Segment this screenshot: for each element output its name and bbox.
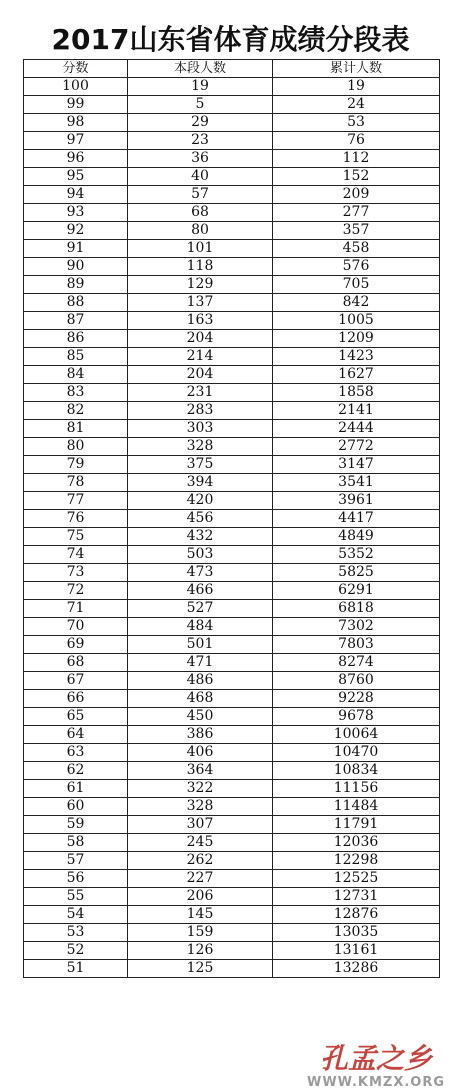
table-row: [24, 276, 440, 294]
cell-score: 71: [24, 600, 128, 618]
cell-segment-count: 501: [128, 636, 273, 654]
cell-segment-count: 159: [128, 924, 273, 942]
cell-segment-count: 328: [128, 438, 273, 456]
cell-segment-count: 129: [128, 276, 273, 294]
table-row: [24, 618, 440, 636]
cell-cumulative-count: 10834: [273, 762, 440, 780]
cell-score: 79: [24, 456, 128, 474]
cell-score: 55: [24, 888, 128, 906]
cell-cumulative-count: 7803: [273, 636, 440, 654]
table-row: [24, 888, 440, 906]
cell-segment-count: 450: [128, 708, 273, 726]
cell-cumulative-count: 24: [273, 96, 440, 114]
cell-cumulative-count: 6818: [273, 600, 440, 618]
table-row: [24, 96, 440, 114]
cell-cumulative-count: 12298: [273, 852, 440, 870]
cell-segment-count: 432: [128, 528, 273, 546]
cell-score: 51: [24, 960, 128, 978]
cell-cumulative-count: 8760: [273, 672, 440, 690]
cell-cumulative-count: 2772: [273, 438, 440, 456]
cell-segment-count: 471: [128, 654, 273, 672]
table-row: [24, 474, 440, 492]
page-title: 2017山东省体育成绩分段表: [51, 23, 410, 56]
table-row: [24, 186, 440, 204]
cell-segment-count: 473: [128, 564, 273, 582]
table-row: [24, 222, 440, 240]
cell-cumulative-count: 576: [273, 258, 440, 276]
cell-segment-count: 5: [128, 96, 273, 114]
cell-score: 63: [24, 744, 128, 762]
cell-cumulative-count: 357: [273, 222, 440, 240]
cell-score: 70: [24, 618, 128, 636]
cell-cumulative-count: 152: [273, 168, 440, 186]
cell-score: 92: [24, 222, 128, 240]
cell-segment-count: 145: [128, 906, 273, 924]
cell-segment-count: 486: [128, 672, 273, 690]
header-cumulative-count: 累计人数: [273, 60, 440, 78]
cell-score: 60: [24, 798, 128, 816]
cell-segment-count: 307: [128, 816, 273, 834]
cell-score: 56: [24, 870, 128, 888]
cell-cumulative-count: 3541: [273, 474, 440, 492]
cell-cumulative-count: 11791: [273, 816, 440, 834]
cell-segment-count: 375: [128, 456, 273, 474]
cell-segment-count: 206: [128, 888, 273, 906]
cell-score: 69: [24, 636, 128, 654]
table-row: [24, 420, 440, 438]
cell-segment-count: 283: [128, 402, 273, 420]
table-row: [24, 132, 440, 150]
cell-segment-count: 328: [128, 798, 273, 816]
table-row: [24, 924, 440, 942]
cell-cumulative-count: 5352: [273, 546, 440, 564]
table-row: [24, 762, 440, 780]
score-table: [23, 59, 440, 978]
cell-segment-count: 101: [128, 240, 273, 258]
table-row: [24, 564, 440, 582]
cell-cumulative-count: 12036: [273, 834, 440, 852]
cell-score: 57: [24, 852, 128, 870]
cell-cumulative-count: 1423: [273, 348, 440, 366]
cell-cumulative-count: 76: [273, 132, 440, 150]
cell-score: 99: [24, 96, 128, 114]
cell-segment-count: 262: [128, 852, 273, 870]
table-row: [24, 240, 440, 258]
cell-score: 64: [24, 726, 128, 744]
cell-segment-count: 503: [128, 546, 273, 564]
cell-segment-count: 420: [128, 492, 273, 510]
cell-segment-count: 231: [128, 384, 273, 402]
cell-cumulative-count: 2141: [273, 402, 440, 420]
cell-score: 52: [24, 942, 128, 960]
table-row: [24, 150, 440, 168]
cell-score: 80: [24, 438, 128, 456]
cell-score: 65: [24, 708, 128, 726]
cell-score: 89: [24, 276, 128, 294]
cell-score: 91: [24, 240, 128, 258]
cell-score: 68: [24, 654, 128, 672]
cell-cumulative-count: 112: [273, 150, 440, 168]
table-row: [24, 780, 440, 798]
cell-segment-count: 118: [128, 258, 273, 276]
cell-segment-count: 214: [128, 348, 273, 366]
cell-score: 73: [24, 564, 128, 582]
cell-cumulative-count: 9228: [273, 690, 440, 708]
table-row: [24, 456, 440, 474]
cell-score: 76: [24, 510, 128, 528]
cell-cumulative-count: 705: [273, 276, 440, 294]
cell-score: 97: [24, 132, 128, 150]
cell-cumulative-count: 10064: [273, 726, 440, 744]
cell-score: 72: [24, 582, 128, 600]
cell-cumulative-count: 1858: [273, 384, 440, 402]
table-row: [24, 816, 440, 834]
cell-cumulative-count: 9678: [273, 708, 440, 726]
table-header-row: [24, 60, 440, 78]
cell-segment-count: 204: [128, 366, 273, 384]
table-row: [24, 492, 440, 510]
cell-cumulative-count: 53: [273, 114, 440, 132]
cell-score: 93: [24, 204, 128, 222]
cell-segment-count: 204: [128, 330, 273, 348]
cell-score: 78: [24, 474, 128, 492]
cell-cumulative-count: 13161: [273, 942, 440, 960]
cell-segment-count: 364: [128, 762, 273, 780]
cell-cumulative-count: 1209: [273, 330, 440, 348]
cell-segment-count: 406: [128, 744, 273, 762]
cell-segment-count: 23: [128, 132, 273, 150]
cell-score: 53: [24, 924, 128, 942]
cell-cumulative-count: 12876: [273, 906, 440, 924]
cell-cumulative-count: 10470: [273, 744, 440, 762]
watermark-logo: [292, 1038, 461, 1090]
table-row: [24, 636, 440, 654]
cell-cumulative-count: 11156: [273, 780, 440, 798]
cell-cumulative-count: 7302: [273, 618, 440, 636]
cell-segment-count: 80: [128, 222, 273, 240]
cell-cumulative-count: 4417: [273, 510, 440, 528]
cell-segment-count: 456: [128, 510, 273, 528]
cell-segment-count: 466: [128, 582, 273, 600]
header-score: 分数: [24, 60, 128, 78]
table-row: [24, 672, 440, 690]
table-row: [24, 294, 440, 312]
table-row: [24, 870, 440, 888]
table-row: [24, 384, 440, 402]
cell-cumulative-count: 13286: [273, 960, 440, 978]
cell-score: 74: [24, 546, 128, 564]
cell-score: 90: [24, 258, 128, 276]
cell-segment-count: 227: [128, 870, 273, 888]
cell-cumulative-count: 209: [273, 186, 440, 204]
table-row: [24, 402, 440, 420]
cell-segment-count: 36: [128, 150, 273, 168]
cell-score: 77: [24, 492, 128, 510]
cell-cumulative-count: 1627: [273, 366, 440, 384]
cell-score: 84: [24, 366, 128, 384]
watermark-url: WWW.KMZX.ORG: [306, 1075, 446, 1090]
cell-score: 85: [24, 348, 128, 366]
table-row: [24, 708, 440, 726]
table-row: [24, 690, 440, 708]
header-segment-count: 本段人数: [128, 60, 273, 78]
table-row: [24, 528, 440, 546]
table-row: [24, 798, 440, 816]
cell-score: 83: [24, 384, 128, 402]
cell-segment-count: 163: [128, 312, 273, 330]
cell-segment-count: 386: [128, 726, 273, 744]
table-row: [24, 600, 440, 618]
cell-cumulative-count: 6291: [273, 582, 440, 600]
cell-cumulative-count: 4849: [273, 528, 440, 546]
table-row: [24, 258, 440, 276]
cell-cumulative-count: 19: [273, 78, 440, 96]
cell-score: 100: [24, 78, 128, 96]
table-row: [24, 510, 440, 528]
cell-score: 59: [24, 816, 128, 834]
cell-cumulative-count: 277: [273, 204, 440, 222]
cell-cumulative-count: 12525: [273, 870, 440, 888]
table-row: [24, 348, 440, 366]
cell-cumulative-count: 2444: [273, 420, 440, 438]
table-row: [24, 546, 440, 564]
cell-score: 75: [24, 528, 128, 546]
table-row: [24, 906, 440, 924]
table-row: [24, 114, 440, 132]
cell-segment-count: 57: [128, 186, 273, 204]
cell-cumulative-count: 3961: [273, 492, 440, 510]
cell-score: 58: [24, 834, 128, 852]
cell-cumulative-count: 3147: [273, 456, 440, 474]
cell-cumulative-count: 8274: [273, 654, 440, 672]
table-row: [24, 744, 440, 762]
table-row: [24, 582, 440, 600]
table-row: [24, 330, 440, 348]
table-row: [24, 366, 440, 384]
cell-segment-count: 137: [128, 294, 273, 312]
cell-segment-count: 303: [128, 420, 273, 438]
cell-segment-count: 19: [128, 78, 273, 96]
cell-score: 54: [24, 906, 128, 924]
table-row: [24, 204, 440, 222]
table-row: [24, 960, 440, 978]
cell-cumulative-count: 12731: [273, 888, 440, 906]
cell-cumulative-count: 5825: [273, 564, 440, 582]
cell-segment-count: 484: [128, 618, 273, 636]
table-row: [24, 834, 440, 852]
cell-segment-count: 68: [128, 204, 273, 222]
table-row: [24, 438, 440, 456]
table-row: [24, 312, 440, 330]
table-row: [24, 942, 440, 960]
cell-score: 82: [24, 402, 128, 420]
cell-cumulative-count: 11484: [273, 798, 440, 816]
cell-segment-count: 322: [128, 780, 273, 798]
cell-segment-count: 29: [128, 114, 273, 132]
cell-score: 67: [24, 672, 128, 690]
cell-score: 96: [24, 150, 128, 168]
cell-score: 81: [24, 420, 128, 438]
cell-cumulative-count: 458: [273, 240, 440, 258]
cell-score: 86: [24, 330, 128, 348]
cell-score: 87: [24, 312, 128, 330]
cell-segment-count: 126: [128, 942, 273, 960]
cell-segment-count: 245: [128, 834, 273, 852]
cell-score: 98: [24, 114, 128, 132]
cell-score: 66: [24, 690, 128, 708]
cell-segment-count: 394: [128, 474, 273, 492]
cell-score: 62: [24, 762, 128, 780]
table-row: [24, 852, 440, 870]
cell-segment-count: 125: [128, 960, 273, 978]
cell-score: 88: [24, 294, 128, 312]
table-row: [24, 168, 440, 186]
table-row: [24, 726, 440, 744]
watermark-text: 孔孟之乡: [319, 1042, 433, 1075]
cell-segment-count: 527: [128, 600, 273, 618]
cell-cumulative-count: 13035: [273, 924, 440, 942]
cell-score: 61: [24, 780, 128, 798]
table-row: [24, 654, 440, 672]
cell-cumulative-count: 1005: [273, 312, 440, 330]
cell-segment-count: 468: [128, 690, 273, 708]
table-row: [24, 78, 440, 96]
cell-segment-count: 40: [128, 168, 273, 186]
cell-score: 94: [24, 186, 128, 204]
cell-cumulative-count: 842: [273, 294, 440, 312]
cell-score: 95: [24, 168, 128, 186]
